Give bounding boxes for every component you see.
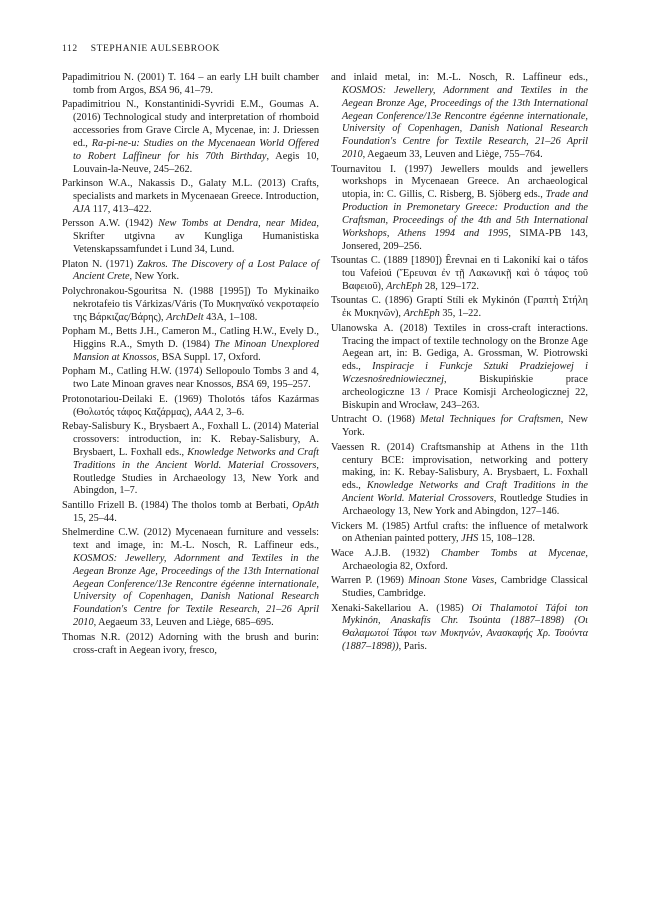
reference-title: Chamber Tombs at Mycenae [440, 547, 586, 559]
reference-title: Metal Techniques for Craftsmen [420, 414, 561, 426]
reference-entry [62, 218, 319, 257]
reference-text: Santillo Frizell B. (1984) The tholos tomb at Berbati, [62, 499, 293, 511]
reference-text: , New York. [342, 414, 588, 439]
reference-entry [62, 72, 319, 98]
reference-text: 43A, 1–108. [203, 311, 258, 323]
reference-text: Rebay-Salisbury K., Brysbaert A., Foxhall L. (2014) Material crossovers: introduction, in: K. Rebay-Salisbury, A. Brysbaert, L. Foxhall eds., [62, 421, 319, 458]
reference-text: 15, 25–44. [73, 512, 117, 524]
reference-entry [62, 394, 319, 420]
running-head-author: STEPHANIE AULSEBROOK [90, 44, 221, 54]
reference-title: KOSMOS: Jewellery, Adornment and Textiles in the Aegean Bronze Age, Proceedings of the 13th International Aegean Conference/13e Rencontre égéenne internationale, University of Copenhagen, Danish National Research Foundation's Centre for Textile Research, 21–26 April 2010 [342, 84, 588, 161]
reference-entry [62, 500, 319, 526]
reference-text: Thomas N.R. (2012) Adorning with the brush and burin: cross-craft in Aegean ivory, fresco, [62, 631, 319, 656]
reference-entry [331, 295, 588, 321]
reference-text: Vaessen R. (2014) Craftsmanship at Athens in the 11th century BCE: improvisation, networking and pottery making, in: K. Rebay-Salisbury, A. Brysbaert, L. Foxhall eds., [331, 441, 588, 492]
reference-title: Knowledge Networks and Craft Traditions in the Ancient World. Material Crossovers [342, 480, 588, 505]
reference-text: Polychronakou-Sgouritsa N. (1988 [1995]) To Mykinaiko nekrotafeio tis Várkizas/Váris (Το Μυκηναϊκό νεκροταφείο της Βάρκιζας/Βάρης), [62, 285, 319, 323]
reference-title: JHS [461, 533, 479, 545]
reference-entry [331, 255, 588, 294]
reference-entry [331, 442, 588, 519]
reference-text: , SIMA-PB 143, Jonsered, 209–256. [342, 227, 588, 252]
reference-text: Papadimitriou N. (2001) T. 164 – an early LH built chamber tomb from Argos, [62, 72, 319, 96]
reference-entry [331, 72, 588, 162]
reference-text: Protonotariou-Deilaki E. (1969) Tholotós táfos Kazármas (Θολωτός τάφος Καζάρμας), [62, 393, 319, 418]
reference-text: , Paris. [398, 641, 427, 653]
running-head [62, 44, 220, 54]
reference-title: OpAth [292, 499, 319, 511]
reference-text: , Aegis 10, Louvain-la-Neuve, 245–262. [73, 150, 319, 175]
reference-title: Oi Thalamotoí Táfoi ton Mykinón, Anaskafís Chr. Tsoúnta (1887–1898) (Οι Θαλαμωτοί Τάφοι των Μυκηνών, Ανασκαφής Χρ. Τσούντα (1887–1898)) [342, 602, 588, 653]
reference-entry [62, 421, 319, 498]
reference-entry [62, 286, 319, 325]
reference-text: Shelmerdine C.W. (2012) Mycenaean furniture and vessels: text and image, in: M.-L. Nosch, R. Laffineur eds., [62, 527, 319, 552]
reference-entry [62, 326, 319, 365]
reference-entry [331, 521, 588, 547]
reference-text: 35, 1–22. [439, 308, 482, 320]
reference-text: Platon N. (1971) [62, 258, 138, 270]
reference-entry [62, 632, 319, 658]
reference-text: Popham M., Catling H.W. (1974) Sellopoulo Tombs 3 and 4, two Late Minoan graves near Knossos, [62, 366, 319, 391]
reference-title: Trade and Production in Premonetary Greece: Production and the Craftsman, Proceedings of the 4th and 5th International Workshops, Athens 1994 and 1995 [342, 189, 588, 239]
reference-text: , Aegaeum 33, Leuven and Liège, 755–764. [362, 149, 543, 161]
reference-text: Tournavitou I. (1997) Jewellers moulds and jewellers workshops in Mycenaean Greece. An archaeological utopia, in: C. Gillis, C. Risberg, B. Sjöberg eds., [331, 163, 588, 201]
reference-title: ArchEph [403, 308, 440, 320]
reference-text: Papadimitriou N., Konstantinidi-Syvridi E.M., Goumas A. (2016) Technological study and interpretation of rhomboid accessories from Grave Circle A, Mycenae, in: J. Driessen ed., [62, 99, 319, 149]
reference-text: , Cambridge Classical Studies, Cambridge. [342, 575, 589, 600]
reference-text: Warren P. (1969) [331, 575, 409, 587]
reference-text: 96, 41–79. [166, 84, 213, 96]
reference-title: BSA [148, 84, 167, 96]
bibliography-right-column [331, 72, 588, 656]
reference-entry [331, 323, 588, 413]
reference-title: ArchDelt [166, 311, 204, 323]
reference-entry [62, 527, 319, 630]
reference-title: Inspiracje i Funkcje Sztuki Pradziejowej i Wczesnośredniowiecznej [342, 361, 588, 386]
reference-entry [62, 259, 319, 285]
reference-text: Untracht O. (1968) [331, 414, 421, 426]
reference-entry [331, 548, 588, 574]
reference-text: 2, 3–6. [213, 406, 245, 418]
reference-text: , Aegaeum 33, Leuven and Liège, 685–695. [93, 617, 274, 629]
reference-text: , Skrifter utgivna av Kungliga Humanistiska Vetenskapssamfundet i Lund 34, Lund. [73, 218, 319, 256]
reference-text: , Biskupińskie prace archeologiczne 13 / Prace Komisji Archeologicznej 22, Biskupin and Wrocław, 243–263. [342, 374, 588, 411]
reference-text: Ulanowska A. (2018) Textiles in cross-craft interactions. Tracing the impact of textile technology on the Bronze Age Aegean art, in: B. Gediga, A. Grossman, W. Piotrowski eds., [331, 322, 588, 373]
reference-title: New Tombs at Dendra, near Midea [158, 218, 317, 230]
reference-text: 15, 108–128. [478, 533, 535, 545]
reference-title: Knowledge Networks and Craft Traditions in the Ancient World. Material Crossovers [73, 446, 319, 471]
reference-text: Parkinson W.A., Nakassis D., Galaty M.L. (2013) Crafts, specialists and markets in Mycenaean Greece. Introduction, [62, 178, 319, 202]
reference-text: Xenaki-Sakellariou A. (1985) [331, 602, 472, 614]
reference-text: , BSA Suppl. 17, Oxford. [156, 351, 261, 363]
reference-title: The Minoan Unexplored Mansion at Knossos [73, 339, 319, 363]
reference-entry [331, 603, 588, 654]
bibliography-left-column [62, 72, 319, 659]
reference-title: Ra-pi-ne-u: Studies on the Mycenaean World Offered to Robert Laffineur for his 70th Birthday [73, 137, 319, 162]
reference-text: Tsountas C. (1896) Graptí Stíli ek Mykinón (Γραπτὴ Στήλη ἐκ Μυκηνῶν), [331, 295, 588, 320]
reference-entry [331, 414, 588, 440]
page-number: 112 [62, 44, 78, 54]
reference-title: BSA [236, 379, 255, 391]
reference-text: Popham M., Betts J.H., Cameron M., Catling H.W., Evely D., Higgins R.A., Smyth D. (1984) [62, 326, 319, 350]
reference-title: Minoan Stone Vases [408, 575, 495, 587]
reference-text: Tsountas C. (1889 [1890]) Êrevnai en ti Lakonikí kai o táfos tou Vafeioú (Ἔρευναι ἐν τῇ Λακωνικῇ καὶ ὁ τάφος τοῦ Βαφειοῦ), [331, 255, 588, 292]
reference-entry [62, 178, 319, 217]
reference-text: Wace A.J.B. (1932) [331, 547, 441, 559]
reference-text: 117, 413–422. [90, 203, 152, 215]
reference-text: , Routledge Studies in Archaeology 13, New York and Abingdon, 1–7. [73, 459, 319, 497]
reference-text: Persson A.W. (1942) [62, 218, 159, 230]
reference-title: AAA [194, 406, 214, 418]
reference-title: KOSMOS: Jewellery, Adornment and Textiles in the Aegean Bronze Age, Proceedings of the 13th International Aegean Conference/13e Rencontre égéenne internationale, University of Copenhagen, Danish National Research Foundation's Centre for Textile Research, 21–26 April 2010 [73, 552, 319, 629]
reference-title: ArchEph [386, 280, 423, 292]
reference-title: AJA [73, 203, 91, 215]
reference-entry [331, 164, 588, 254]
reference-text: 69, 195–257. [254, 379, 311, 391]
reference-text: , New York. [129, 271, 180, 283]
reference-text: Vickers M. (1985) Artful crafts: the influence of metalwork on Athenian painted pottery, [331, 520, 588, 545]
reference-text: 28, 129–172. [422, 280, 479, 292]
reference-text: and inlaid metal, in: M.-L. Nosch, R. Laffineur eds., [331, 72, 588, 83]
reference-text: , Archaeologia 82, Oxford. [342, 547, 588, 572]
reference-title: Zakros. The Discovery of a Lost Palace of Ancient Crete [73, 258, 320, 283]
reference-entry [331, 575, 588, 601]
reference-entry [62, 366, 319, 392]
reference-text: , Routledge Studies in Archaeology 13, New York and Abingdon, 127–146. [342, 493, 588, 517]
reference-entry [62, 99, 319, 176]
